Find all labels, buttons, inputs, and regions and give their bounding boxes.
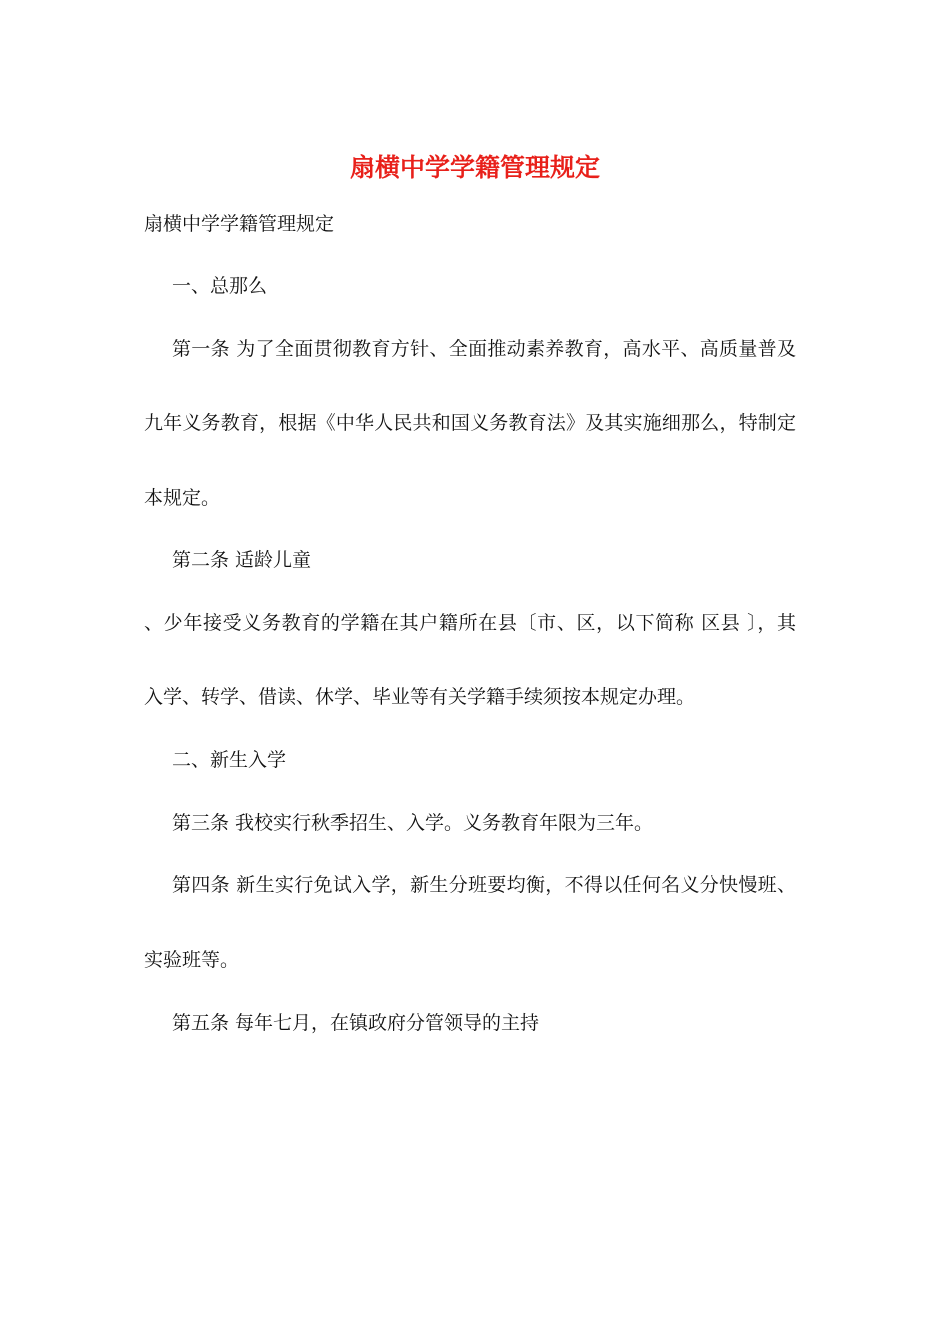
section-heading: 一、总那么 bbox=[172, 275, 268, 297]
article-line: 第二条 适龄儿童 bbox=[172, 549, 312, 571]
article-line: 九年义务教育，根据《中华人民共和国义务教育法》及其实施细那么，特制定 bbox=[144, 412, 796, 434]
document-title: 扇横中学学籍管理规定 bbox=[349, 153, 600, 182]
article-line: 第三条 我校实行秋季招生、入学。义务教育年限为三年。 bbox=[172, 812, 654, 834]
article-line: 实验班等。 bbox=[144, 949, 240, 971]
article-line: 、少年接受义务教育的学籍在其户籍所在县〔市、区，以下简称 区县 〕，其 bbox=[144, 612, 796, 634]
section-heading: 二、新生入学 bbox=[172, 749, 287, 771]
doc-line: 扇横中学学籍管理规定 bbox=[144, 213, 335, 235]
article-line: 第五条 每年七月，在镇政府分管领导的主持 bbox=[172, 1012, 540, 1034]
article-line: 第一条 为了全面贯彻教育方针、全面推动素养教育，高水平、高质量普及 bbox=[172, 338, 796, 360]
article-line: 第四条 新生实行免试入学，新生分班要均衡，不得以任何名义分快慢班、 bbox=[172, 874, 796, 896]
article-line: 入学、转学、借读、休学、毕业等有关学籍手续须按本规定办理。 bbox=[144, 686, 696, 708]
article-line: 本规定。 bbox=[144, 487, 221, 509]
